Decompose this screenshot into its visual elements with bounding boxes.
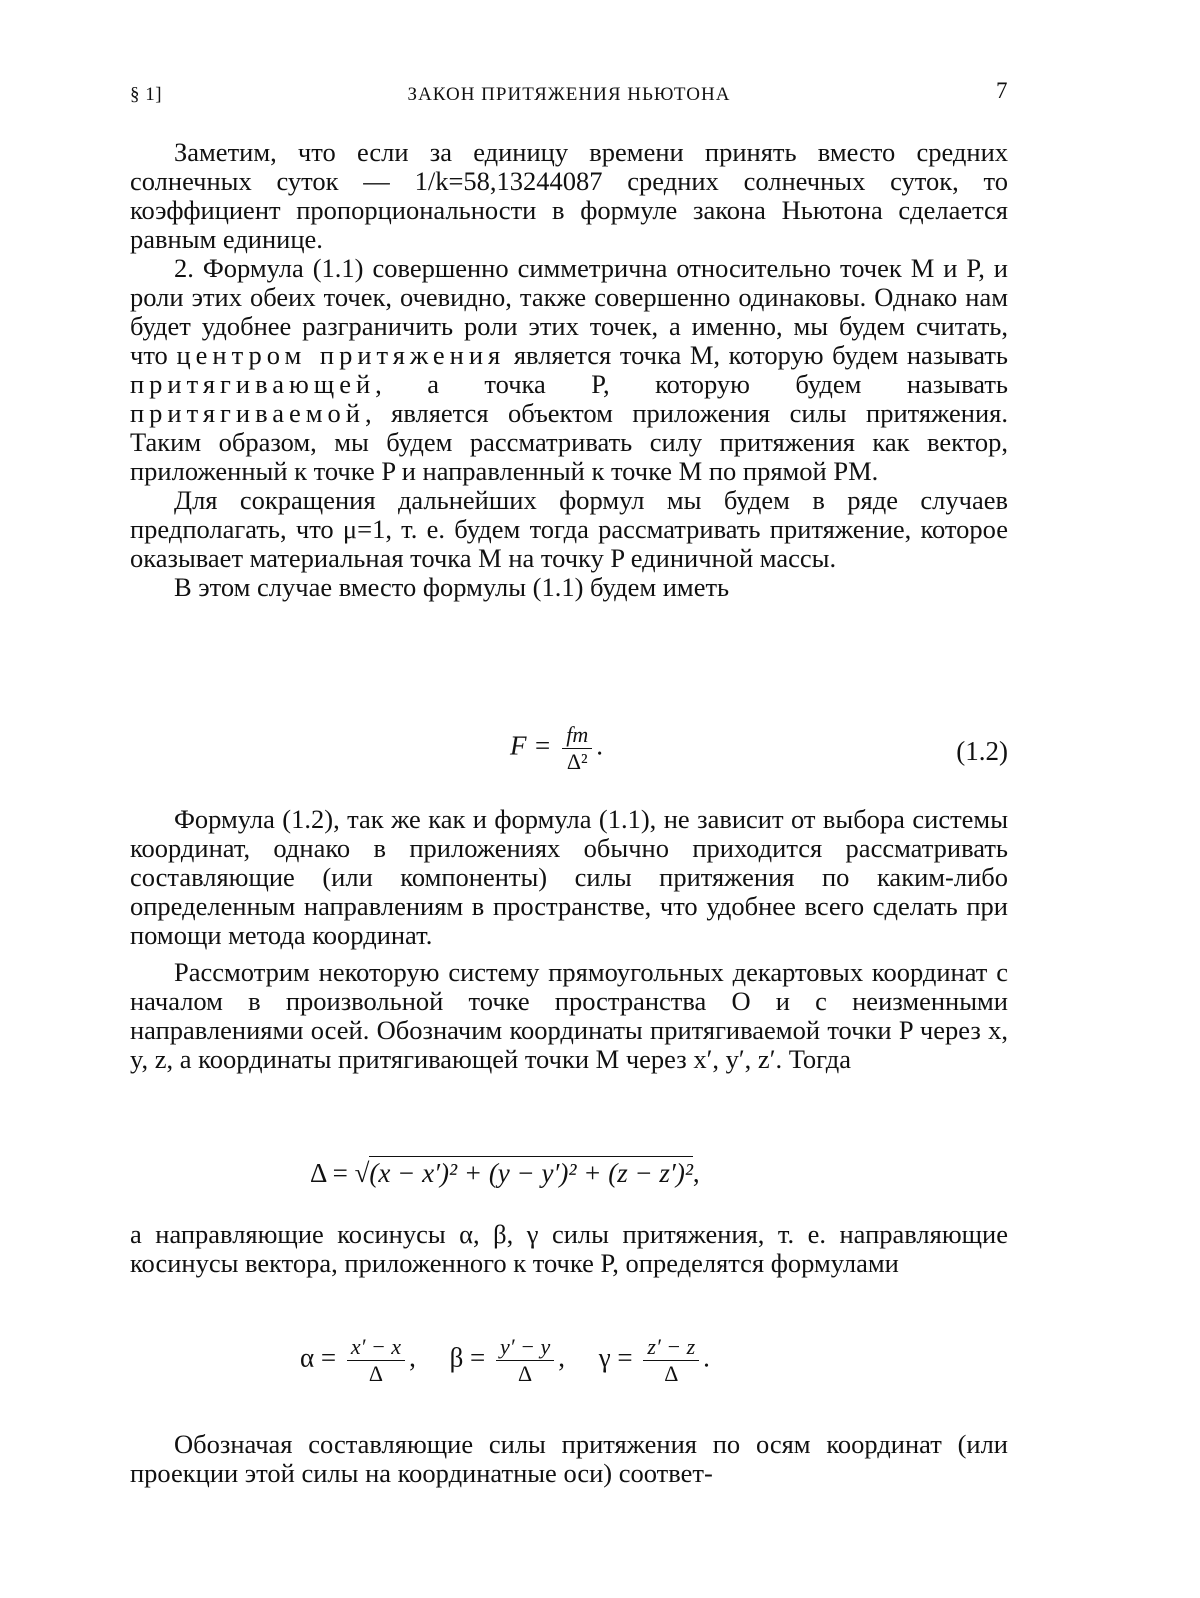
paragraph-7: а направляющие косинусы α, β, γ силы притяжения, т. е. направляющие косинусы вектора, приложенного к точке P, определятся формулами (130, 1219, 1008, 1278)
fraction-alpha: $\frac{x' - x}{\Delta}$ (347, 1334, 405, 1387)
paragraph-3: Для сокращения дальнейших формул мы будем в ряде случаев предполагать, что μ=1, т. е. будем тогда рассматривать притяжение, которое оказывает материальная точка M на точку P единичной массы. (130, 485, 1008, 573)
chapter-title: ЗАКОН ПРИТЯЖЕНИЯ НЬЮТОНА (407, 84, 731, 105)
page-number: 7 (996, 78, 1008, 103)
equation-number: (1.2) (956, 736, 1008, 766)
fraction-gamma: $\frac{z' - z}{\Delta}$ (643, 1334, 699, 1387)
section-marker: § 1] (130, 84, 163, 105)
paragraph-8: Обозначая составляющие силы притяжения по осям координат (или проекции этой силы на координатные оси) соответ- (130, 1429, 1008, 1488)
emphasis-attracted: притягиваемой (130, 398, 365, 428)
radical: (x − x′)² + (y − y′)² + (z − z′)² (369, 1158, 693, 1188)
text-block-1 (130, 138, 1008, 602)
text-block-2 (130, 805, 1008, 1074)
fraction-beta: $\frac{y' - y}{\Delta}$ (496, 1334, 554, 1387)
emphasis-attracting: притягивающей (130, 369, 376, 399)
emphasis-center: центром притяжения (176, 340, 506, 370)
text-block-3 (130, 1220, 1008, 1278)
formula-distance: Δ = √(x − x′)² + (y − y′)² + (z − z′)², (310, 1158, 700, 1188)
formula-1-2: F = $\frac{fm}{\text{Δ²}}$ . (1.2) (510, 722, 1008, 774)
paragraph-1: Заметим, что если за единицу времени принять вместо средних солнечных суток — 1/k=58,13244087 средних солнечных суток, то коэффициент пропорциональности в формуле закона Ньютона сделается равным единице. (130, 137, 1008, 254)
text-block-4 (130, 1430, 1008, 1488)
paragraph-5: Формула (1.2), так же как и формула (1.1), не зависит от выбора системы координат, однако в приложениях обычно приходится рассматривать составляющие (или компоненты) силы притяжения по каким-либо определенным направлениям в пространстве, что удобнее всего сделать при помощи метода координат. (130, 804, 1008, 950)
running-header (130, 78, 1008, 110)
formula-direction-cosines: α = $\frac{x' - x}{\Delta}$ , β = $\frac{y' - y}{\Delta}$ , γ = $\frac{z' - z}{\Delta}$ . (300, 1334, 710, 1386)
fraction: $\frac{fm}{\text{Δ²}}$ (562, 722, 592, 775)
paragraph-6: Рассмотрим некоторую систему прямоугольных декартовых координат с началом в произвольной точке пространства O и с неизменными направлениями осей. Обозначим координаты притягиваемой точки P через x, y, z, а координаты притягивающей точки M через x′, y′, z′. Тогда (130, 957, 1008, 1074)
paragraph-4: В этом случае вместо формулы (1.1) будем иметь (174, 572, 730, 602)
paragraph-2: 2. Формула (1.1) совершенно симметрична относительно точек M и P, и роли этих обеих точек, очевидно, также совершенно одинаковы. Однако нам будет удобнее разграничить роли этих точек, а именно, мы будем считать, что центром притяжения является точка M, которую будем называть притягивающей, а точка P, которую будем называть притягиваемой, является объектом приложения силы притяжения. Таким образом, мы будем рассматривать силу притяжения как вектор, приложенный к точке P и направленный к точке M по прямой PM. (130, 253, 1009, 486)
